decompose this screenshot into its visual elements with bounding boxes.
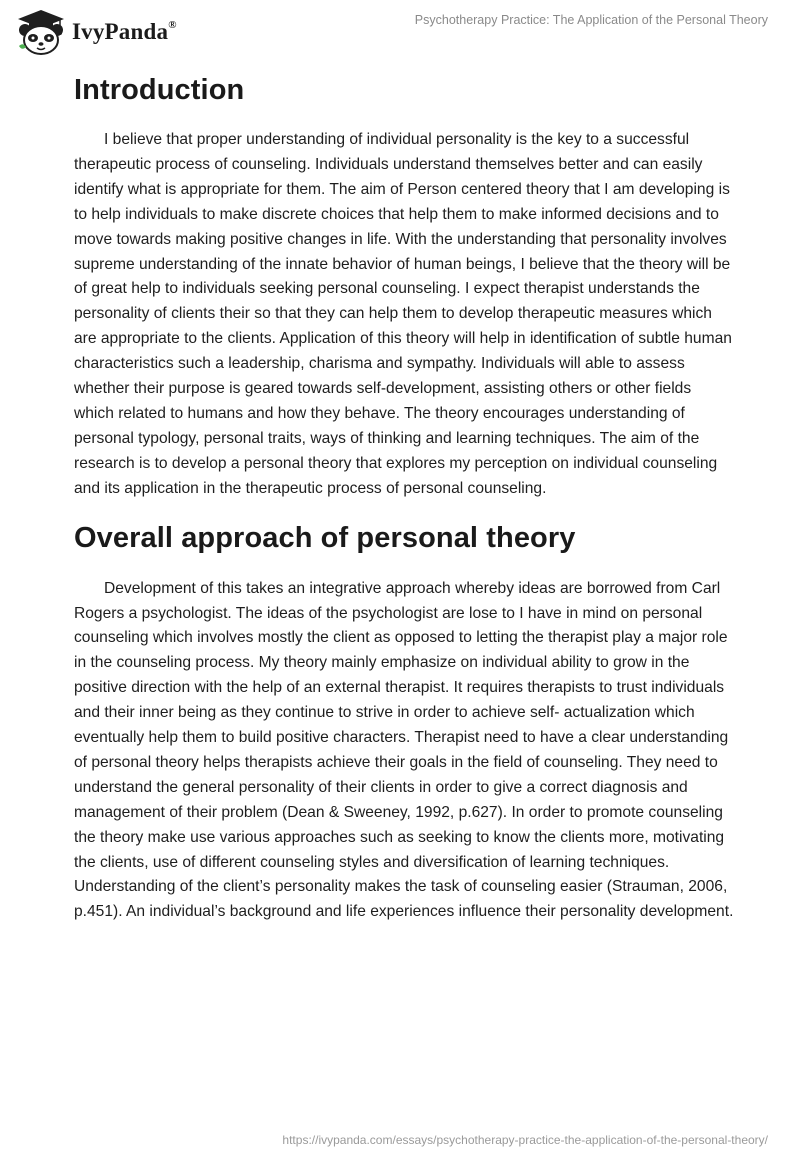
source-url[interactable]: https://ivypanda.com/essays/psychotherapy-practice-the-application-of-the-personal-theory/ [282,1133,768,1147]
ivypanda-logo[interactable] [14,8,177,56]
document-title: Psychotherapy Practice: The Application of the Personal Theory [414,13,768,27]
brand-name: IvyPanda® [72,19,177,44]
panda-graduation-icon [14,8,68,56]
section-heading-introduction: Introduction [74,74,245,106]
section-paragraph-overall-approach: Development of this takes an integrative approach whereby ideas are borrowed from Carl Rogers a psychologist. The ideas of the psychologist are lose to I have in mind on personal counseling which involves mostly the client as opposed to letting the therapist play a major role in the counseling process. My theory mainly emphasize on individual ability to grow in the positive direction with the help of an external therapist. It requires therapists to trust individuals and their inner being as they continue to strive in order to achieve self- actualization which eventually help them to build positive characters. Therapist need to have a clear understanding of personal theory helps therapists achieve their goals in the field of counseling. They need to understand the general personality of their clients in order to give a correct diagnosis and management of their problem (Dean & Sweeney, 1992, p.627). In order to promote counseling the theory make use various approaches such as seeking to know the clients more, motivating the clients, use of different counseling styles and diversification of learning techniques. Understanding of the client’s personality makes the task of counseling easier (Strauman, 2006, p.451). An individual’s background and life experiences influence their personality development. [74,579,734,921]
section-heading-overall-approach: Overall approach of personal theory [74,521,576,554]
article-content [74,70,734,925]
page-header [0,0,800,60]
section-paragraph-introduction: I believe that proper understanding of individual personality is the key to a successful therapeutic process of counseling. Individuals understand themselves better and can easily identify what is appropriate for them. The aim of Person centered theory that I am developing is to help individuals to make discrete choices that help them to make informed decisions and to move towards making positive changes in life. With the understanding that personality involves supreme understanding of the innate behavior of human beings, I believe that the theory will be of great help to individuals seeking personal counseling. I expect therapist understands the personality of clients their so that they can help them to develop therapeutic measures which are appropriate to the clients. Application of this theory will help in identification of subtle human characteristics such a leadership, charisma and sympathy. Individuals will able to assess whether their purpose is geared towards self-development, assisting others or other fields which related to humans and how they behave. The theory encourages understanding of personal typology, personal traits, ways of thinking and learning techniques. The aim of the research is to develop a personal theory that explores my perception on individual counseling and its application in the therapeutic process of personal counseling. [74,131,732,497]
